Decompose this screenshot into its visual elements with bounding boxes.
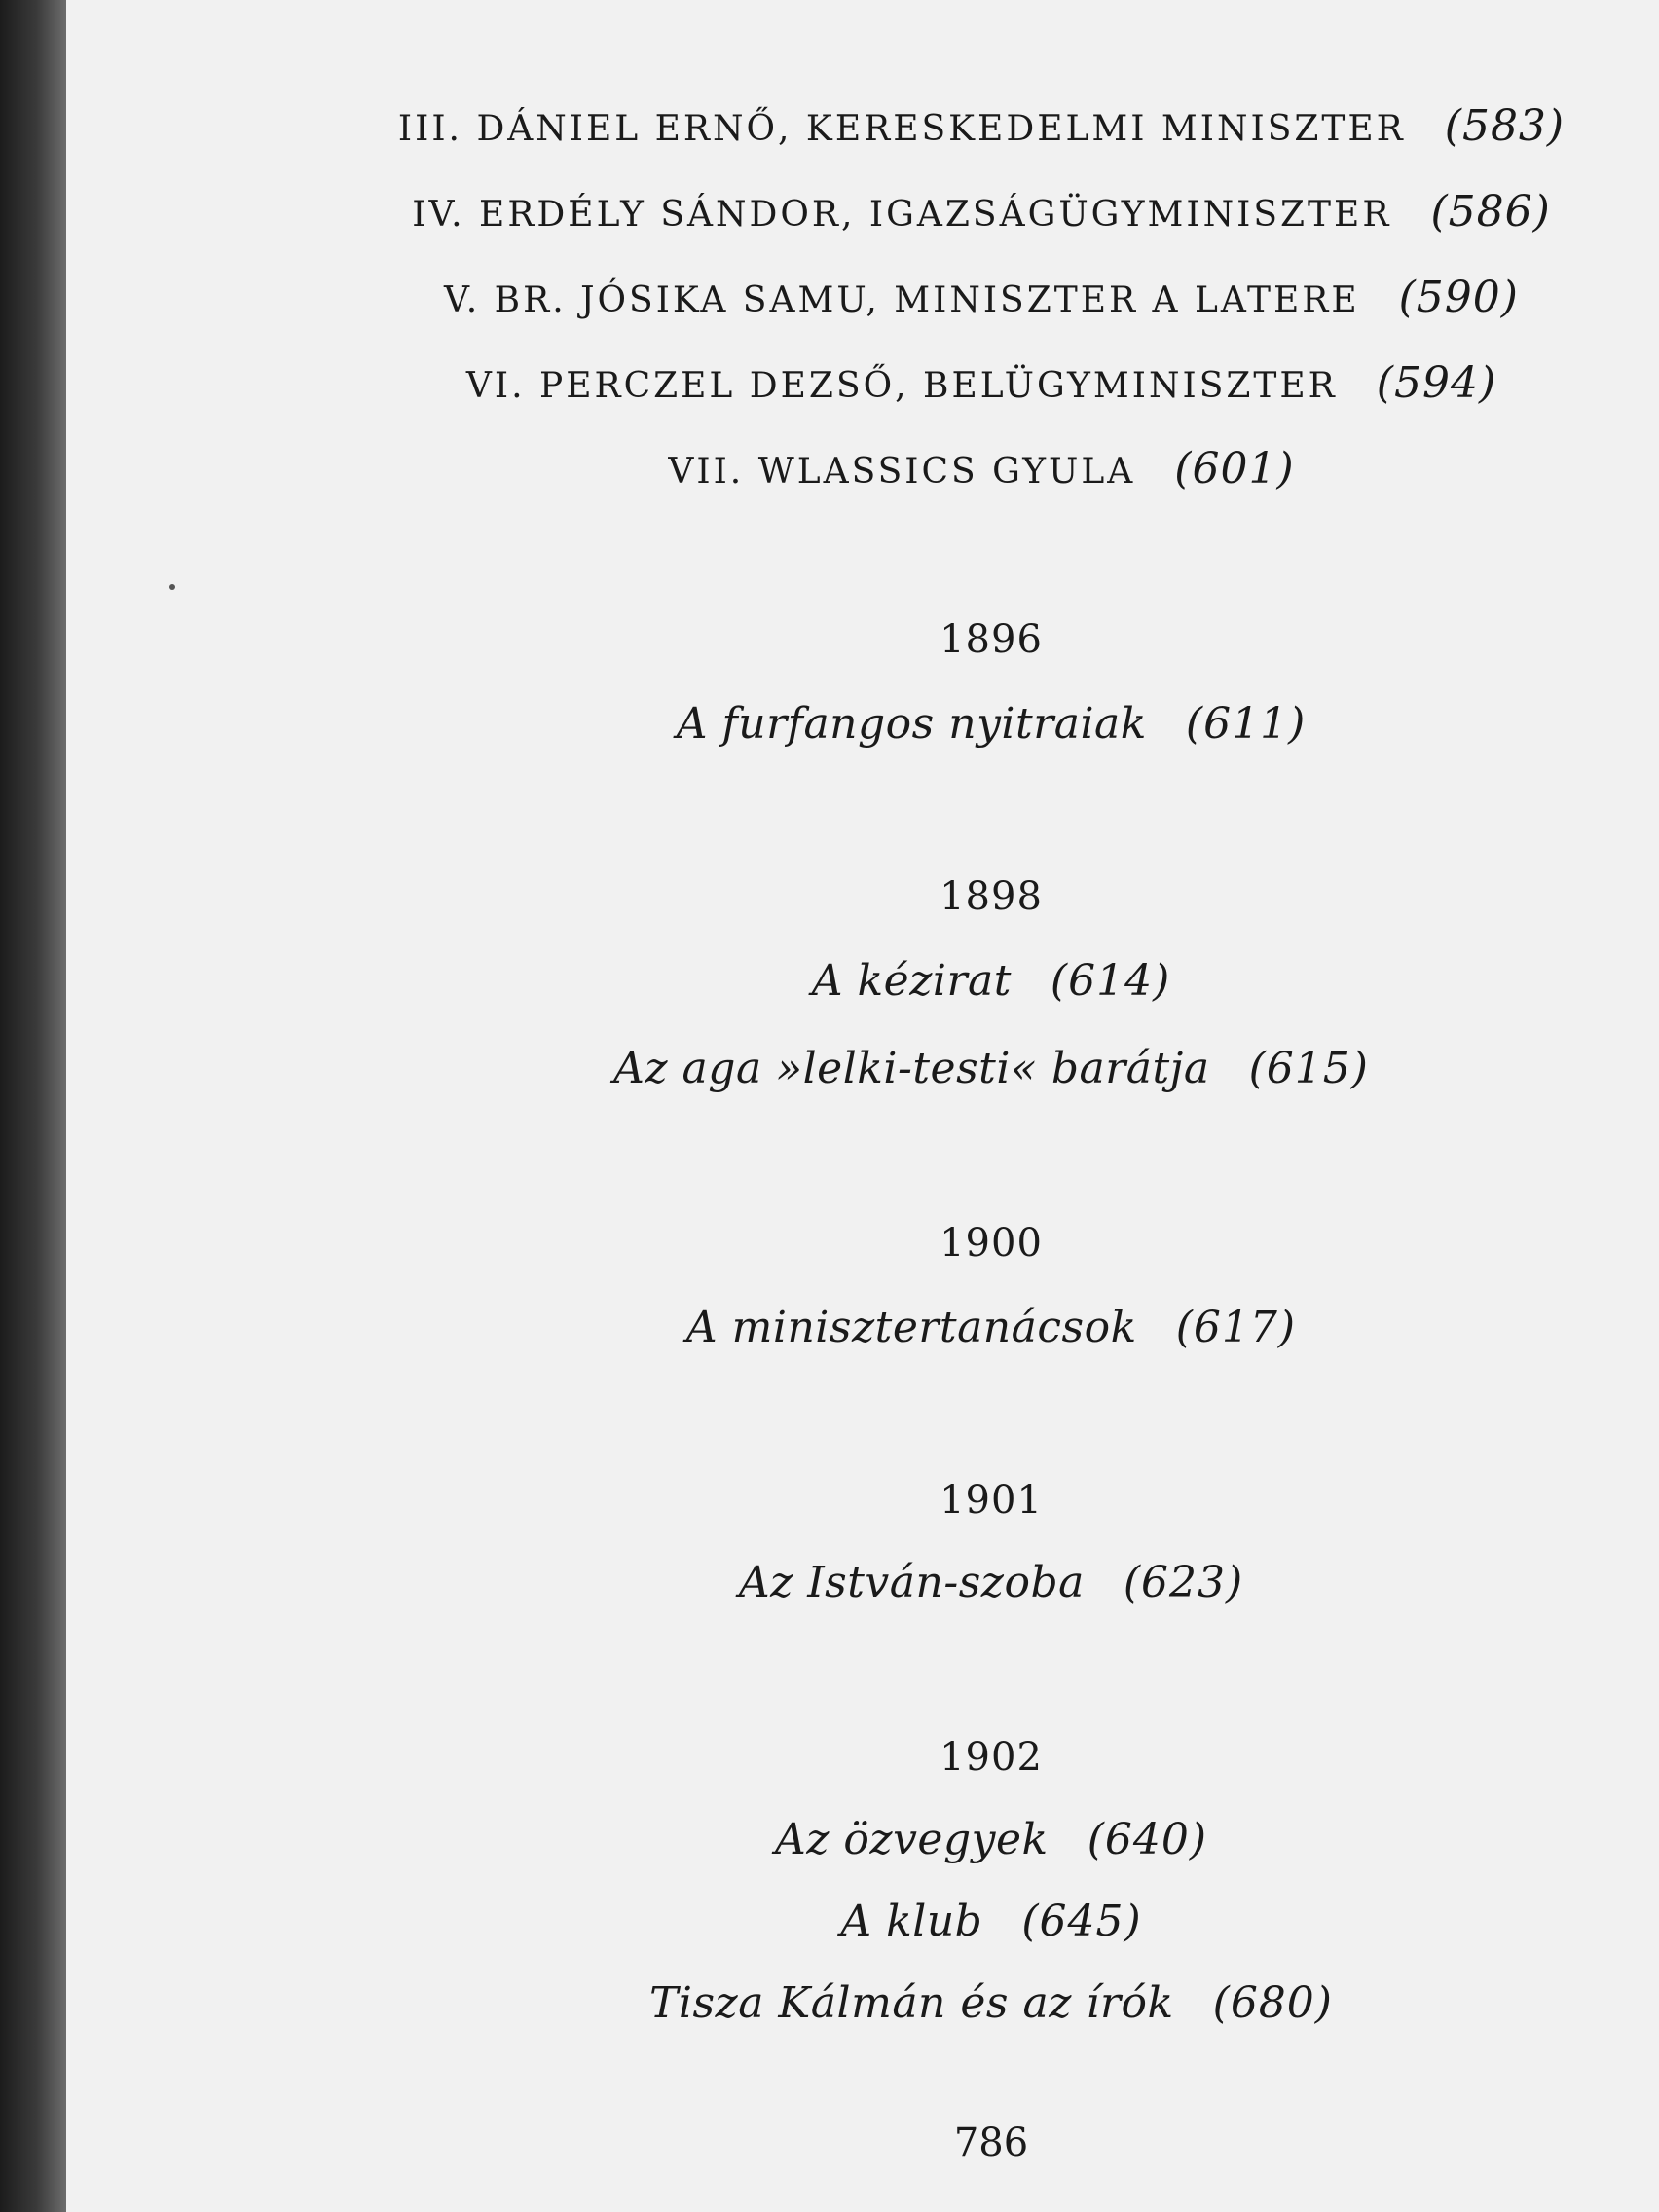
toc-entry-text: VII. WLASSICS GYULA bbox=[668, 452, 1136, 492]
toc-year-1896: 1896 bbox=[940, 617, 1043, 662]
toc-entry-page: (590) bbox=[1398, 273, 1519, 322]
toc-entry-minister-5 bbox=[444, 273, 1519, 322]
toc-entry-page: (623) bbox=[1123, 1558, 1244, 1607]
toc-entry-title: Az aga »lelki-testi« barátja bbox=[613, 1044, 1210, 1093]
toc-entry-title: A minisztertanácsok bbox=[685, 1303, 1137, 1352]
toc-entry-text: III. DÁNIEL ERNŐ, KERESKEDELMI MINISZTER bbox=[397, 109, 1406, 149]
toc-entry-minister-6 bbox=[466, 358, 1496, 408]
toc-entry-page: (611) bbox=[1185, 699, 1307, 749]
toc-entry bbox=[677, 699, 1307, 749]
toc-entry-text: VI. PERCZEL DEZSŐ, BELÜGYMINISZTER bbox=[465, 366, 1338, 406]
toc-entry bbox=[775, 1815, 1207, 1864]
toc-entry bbox=[840, 1897, 1141, 1946]
book-spine-shadow bbox=[0, 0, 66, 2212]
toc-entry-text: V. BR. JÓSIKA SAMU, MINISZTER A LATERE bbox=[444, 280, 1360, 320]
toc-entry bbox=[739, 1558, 1243, 1607]
toc-entry-minister-7 bbox=[668, 444, 1294, 494]
toc-year-1902: 1902 bbox=[940, 1735, 1043, 1780]
toc-entry-text: IV. ERDÉLY SÁNDOR, IGAZSÁGÜGYMINISZTER bbox=[412, 195, 1392, 235]
toc-entry-minister-3 bbox=[398, 101, 1565, 151]
toc-entry bbox=[812, 956, 1171, 1006]
toc-entry-title: Az özvegyek bbox=[774, 1815, 1049, 1864]
toc-entry-page: (645) bbox=[1021, 1897, 1142, 1946]
toc-year-1898: 1898 bbox=[940, 874, 1043, 919]
toc-entry-page: (680) bbox=[1212, 1978, 1333, 2028]
toc-entry-title: A kézirat bbox=[811, 956, 1012, 1006]
toc-entry-page: (586) bbox=[1430, 187, 1551, 237]
toc-entry bbox=[686, 1303, 1296, 1352]
toc-entry-page: (615) bbox=[1248, 1044, 1369, 1093]
toc-entry-title: Tisza Kálmán és az írók bbox=[649, 1978, 1174, 2028]
toc-entry-title: A klub bbox=[840, 1897, 983, 1946]
page-speck bbox=[169, 584, 175, 590]
toc-entry bbox=[613, 1044, 1369, 1093]
page-number: 786 bbox=[953, 2120, 1029, 2165]
book-page bbox=[66, 0, 1659, 2212]
toc-entry-page: (583) bbox=[1444, 101, 1566, 151]
toc-entry-title: Az István-szoba bbox=[738, 1558, 1085, 1607]
toc-entry-page: (594) bbox=[1376, 358, 1497, 408]
toc-entry-page: (640) bbox=[1087, 1815, 1208, 1864]
toc-entry bbox=[649, 1978, 1333, 2028]
toc-year-1901: 1901 bbox=[940, 1478, 1043, 1523]
toc-entry-page: (617) bbox=[1175, 1303, 1297, 1352]
toc-entry-title: A furfangos nyitraiak bbox=[676, 699, 1147, 749]
toc-entry-minister-4 bbox=[412, 187, 1551, 237]
toc-year-1900: 1900 bbox=[940, 1221, 1043, 1266]
toc-entry-page: (601) bbox=[1174, 444, 1295, 494]
toc-entry-page: (614) bbox=[1050, 956, 1171, 1006]
